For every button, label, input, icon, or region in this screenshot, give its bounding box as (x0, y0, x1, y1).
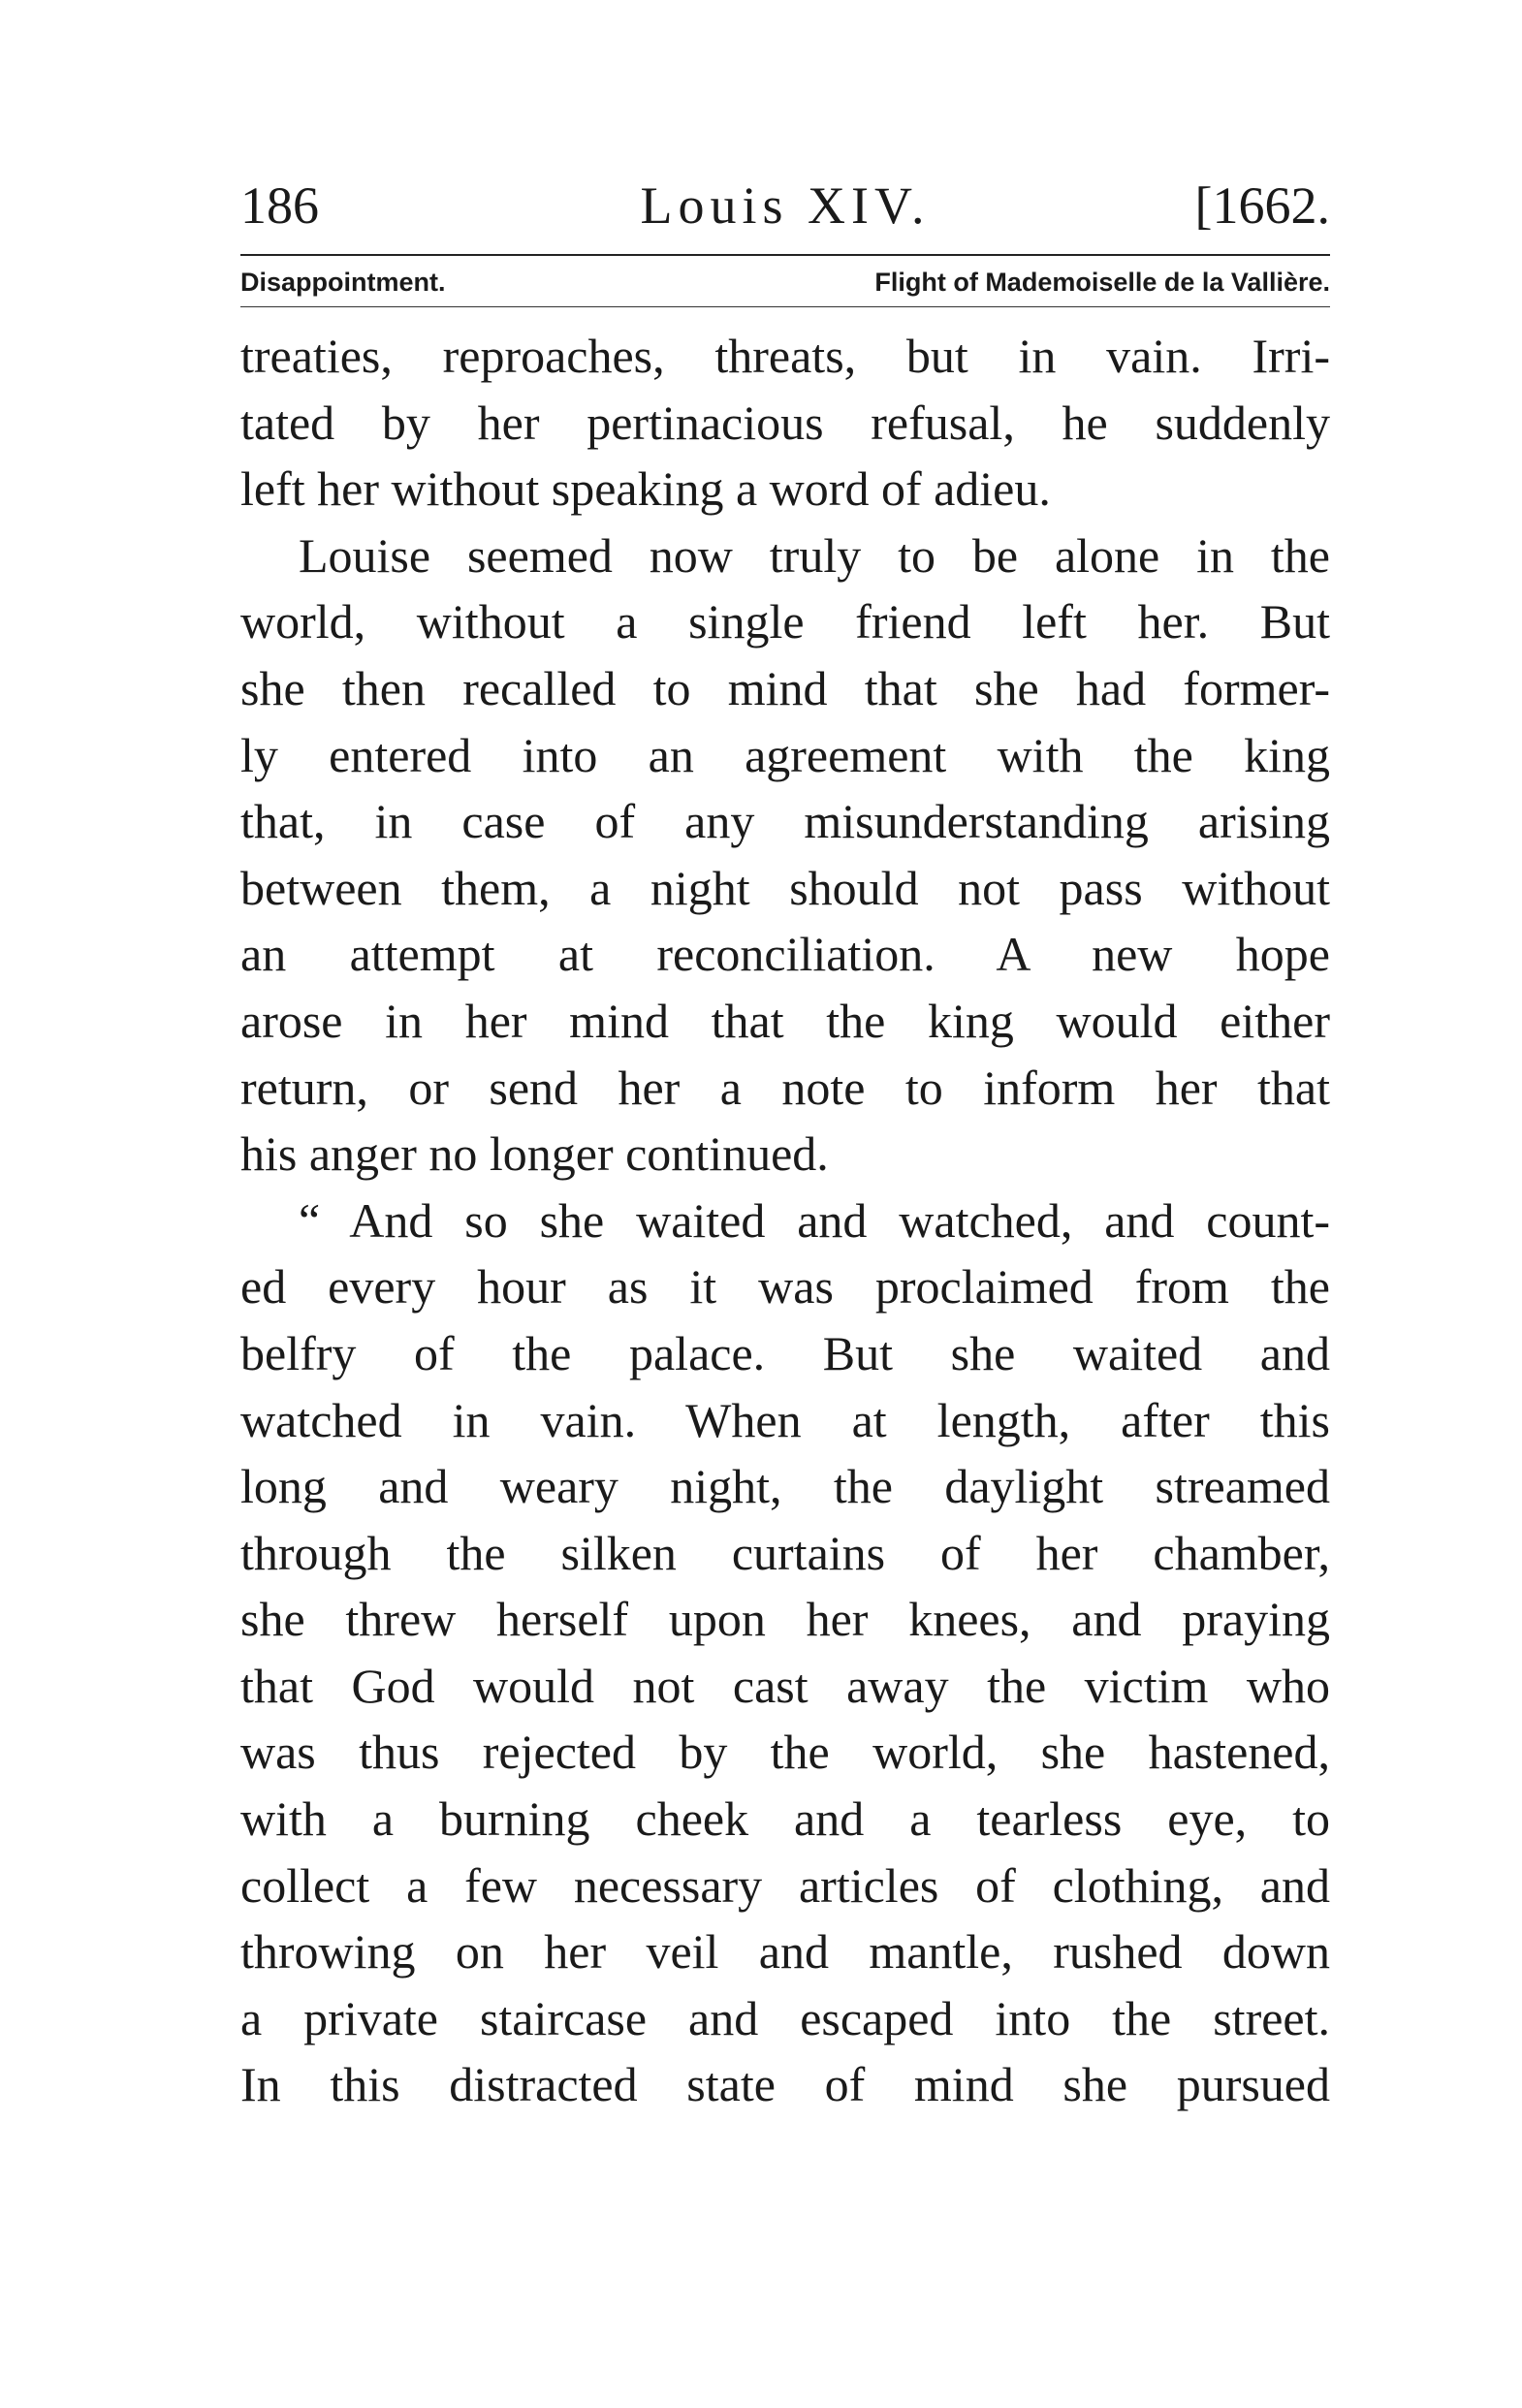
subhead-right: Flight of Mademoiselle de la Vallière. (874, 268, 1330, 297)
text-line: tated by her pertinacious refusal, he suddenly (240, 395, 1330, 450)
text-line: through the silken curtains of her chamber, (240, 1525, 1330, 1580)
text-line: ly entered into an agreement with the king (240, 727, 1330, 782)
text-line: left her without speaking a word of adieu. (240, 461, 1051, 517)
text-line: she then recalled to mind that she had former- (240, 660, 1330, 715)
text-line: that God would not cast away the victim who (240, 1658, 1330, 1713)
text-line: she threw herself upon her knees, and praying (240, 1592, 1330, 1647)
running-year: [1662. (1194, 176, 1330, 235)
running-title: Louis XIV. (640, 176, 931, 235)
text-line: between them, a night should not pass without (240, 860, 1330, 915)
text-line: return, or send her a note to inform her that (240, 1060, 1330, 1115)
text-line: with a burning cheek and a tearless eye, to (240, 1791, 1330, 1847)
text-line: In this distracted state of mind she pursued (240, 2057, 1330, 2112)
text-line: that, in case of any misunderstanding arising (240, 794, 1330, 849)
text-line: his anger no longer continued. (240, 1126, 829, 1182)
book-page (240, 165, 1330, 2118)
text-line: “ And so she waited and watched, and count- (299, 1192, 1330, 1248)
text-line: ed every hour as it was proclaimed from the (240, 1259, 1330, 1315)
text-line: was thus rejected by the world, she hastened, (240, 1725, 1330, 1780)
text-line: watched in vain. When at length, after this (240, 1392, 1330, 1447)
subhead-rule (240, 306, 1330, 307)
text-line: treaties, reproaches, threats, but in vain. Irri- (240, 329, 1330, 383)
text-line: world, without a single friend left her. But (240, 594, 1330, 650)
text-line: collect a few necessary articles of clothing, and (240, 1857, 1330, 1913)
text-line: arose in her mind that the king would either (240, 993, 1330, 1048)
text-line: an attempt at reconciliation. A new hope (240, 927, 1330, 982)
subhead-left: Disappointment. (240, 268, 446, 297)
text-line: throwing on her veil and mantle, rushed down (240, 1924, 1330, 1980)
header-rule (240, 254, 1330, 256)
text-line: a private staircase and escaped into the street. (240, 1990, 1330, 2045)
text-line: long and weary night, the daylight streamed (240, 1459, 1330, 1514)
text-line: Louise seemed now truly to be alone in the (299, 527, 1330, 583)
text-line: belfry of the palace. But she waited and (240, 1325, 1330, 1380)
page-number: 186 (240, 176, 319, 235)
subheadings (240, 260, 1330, 304)
body-text (240, 323, 1330, 2118)
running-head (240, 165, 1330, 246)
